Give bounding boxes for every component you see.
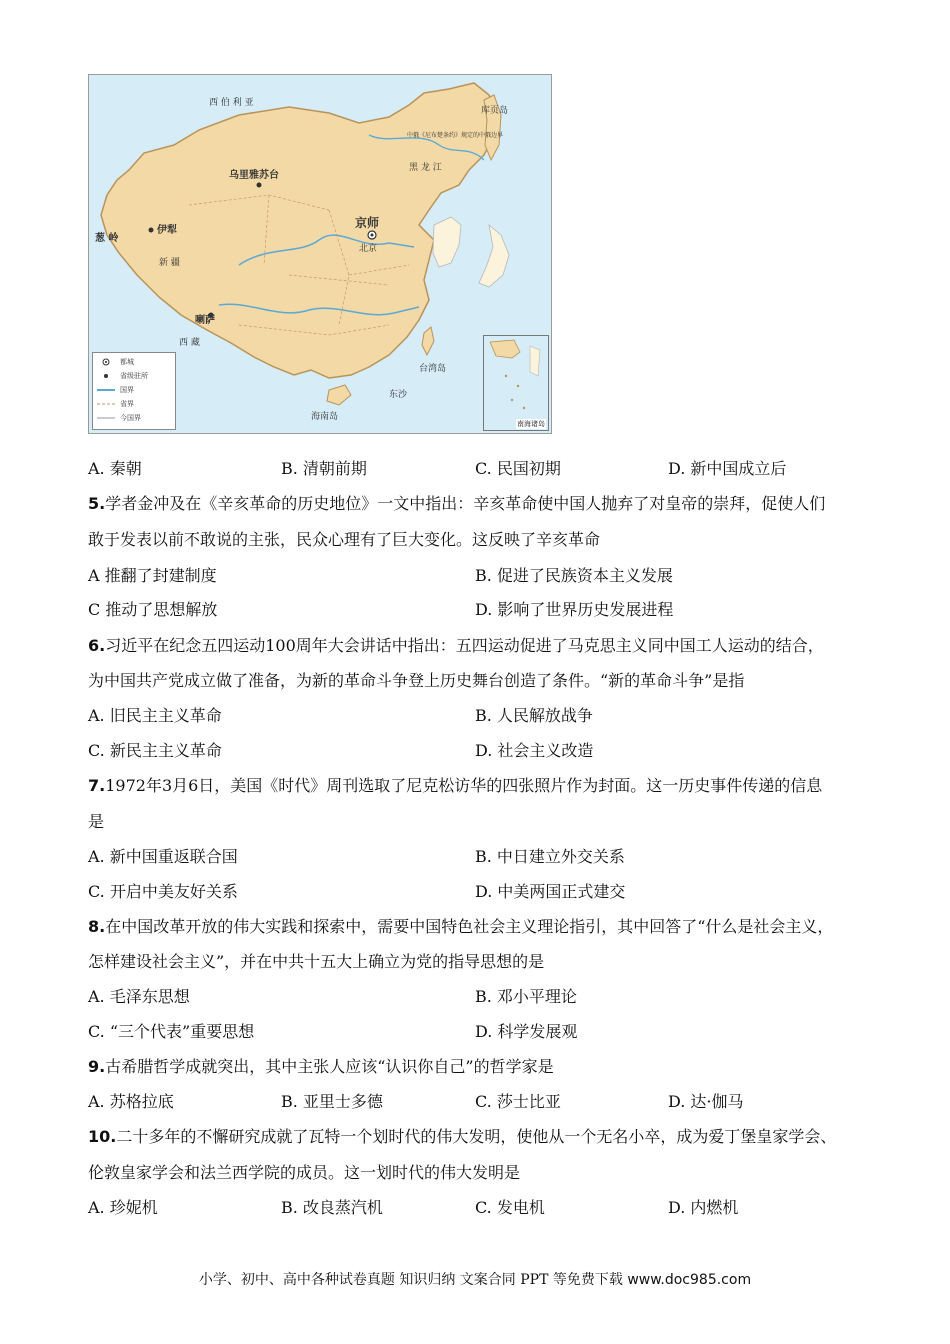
q7-option-b[interactable]: B. 中日建立外交关系 [475, 847, 625, 866]
q5-option-a[interactable]: A 推翻了封建制度 [88, 566, 217, 585]
q6-text-line1: 习近平在纪念五四运动100周年大会讲话中指出：五四运动促进了马克思主义同中国工人运动的结合， [105, 636, 824, 655]
q9-text-line1: 古希腊哲学成就突出，其中主张人应该“认识你自己”的哲学家是 [105, 1057, 554, 1076]
map-label-lhasa: 喇萨 [195, 315, 215, 326]
q8-stem [88, 917, 833, 937]
q9-option-c[interactable]: C. 莎士比亚 [475, 1092, 561, 1111]
yili-marker [149, 228, 154, 233]
province-seat-symbol-icon [97, 372, 115, 380]
page-footer [0, 1269, 950, 1289]
map-label-siberia: 西 伯 利 亚 [209, 98, 254, 108]
q8-number: 8. [88, 917, 106, 936]
q9-stem [88, 1057, 554, 1077]
q6-option-b[interactable]: B. 人民解放战争 [475, 706, 593, 725]
map-label-treaty: 中俄《尼布楚条约》规定的中俄边界 [407, 132, 504, 139]
south-sea-inset [483, 335, 549, 431]
legend-item: 都城 [97, 357, 134, 367]
q6-option-a[interactable]: A. 旧民主主义革命 [88, 706, 222, 725]
q6-text-line2: 为中国共产党成立做了准备，为新的革命斗争登上历史舞台创造了条件。“新的革命斗争”是指 [88, 671, 745, 690]
map-label-xizang: 西 藏 [179, 338, 200, 348]
q6-option-c[interactable]: C. 新民主主义革命 [88, 741, 222, 760]
q9-option-b[interactable]: B. 亚里士多德 [281, 1092, 383, 1111]
map-label-capital: 京师 [355, 216, 380, 230]
map-label-hainan: 海南岛 [311, 412, 339, 422]
q8-text-line1: 在中国改革开放的伟大实践和探索中，需要中国特色社会主义理论指引，其中回答了“什么是社会主义， [105, 917, 834, 936]
q7-option-a[interactable]: A. 新中国重返联合国 [88, 847, 238, 866]
map-label-congling: 葱 岭 [95, 233, 119, 244]
footer-text: 小学、初中、高中各种试卷真题 知识归纳 文案合同 PPT 等免费下载 [198, 1272, 628, 1288]
q5-text-line2: 敢于发表以前不敢说的主张，民众心理有了巨大变化。这反映了辛亥革命 [88, 530, 601, 549]
historical-map [88, 74, 552, 434]
q10-option-c[interactable]: C. 发电机 [475, 1198, 545, 1217]
provincial-border-symbol-icon [97, 400, 115, 408]
q9-option-a[interactable]: A. 苏格拉底 [88, 1092, 174, 1111]
q5-option-c[interactable]: C 推动了思想解放 [88, 600, 218, 619]
q10-stem [88, 1127, 836, 1147]
q10-number: 10. [88, 1127, 117, 1146]
q9-number: 9. [88, 1057, 106, 1076]
q5-stem [88, 494, 825, 514]
q7-stem [88, 776, 822, 796]
korea-peninsula [433, 217, 461, 267]
map-label-yili: 伊犁 [157, 225, 177, 236]
q10-text-line1: 二十多年的不懈研究成就了瓦特一个划时代的伟大发明，使他从一个无名小卒，成为爱丁堡皇家学会、 [116, 1127, 837, 1146]
map-label-kuye: 库页岛 [481, 106, 509, 116]
q4-option-a[interactable]: A. 秦朝 [88, 459, 142, 478]
map-legend [92, 352, 176, 430]
japan-islands [479, 225, 509, 287]
q5-option-b[interactable]: B. 促进了民族资本主义发展 [475, 566, 673, 585]
q7-text-line1: 1972年3月6日，美国《时代》周刊选取了尼克松访华的四张照片作为封面。这一历史事件传递的信息 [105, 776, 823, 795]
q4-option-b[interactable]: B. 清朝前期 [281, 459, 367, 478]
map-label-xinjiang: 新 疆 [159, 258, 180, 268]
q7-option-c[interactable]: C. 开启中美友好关系 [88, 882, 238, 901]
q10-text-line2: 伦敦皇家学会和法兰西学院的成员。这一划时代的伟大发明是 [88, 1163, 521, 1182]
q7-option-d[interactable]: D. 中美两国正式建交 [475, 882, 626, 901]
legend-item: 省级驻所 [97, 371, 148, 381]
map-label-taiwan: 台湾岛 [419, 364, 447, 374]
national-border-symbol-icon [97, 386, 115, 394]
hainan-island [327, 385, 351, 405]
q5-option-d[interactable]: D. 影响了世界历史发展进程 [475, 600, 674, 619]
q6-option-d[interactable]: D. 社会主义改造 [475, 741, 594, 760]
map-label-uliastai: 乌里雅苏台 [229, 170, 279, 181]
q5-number: 5. [88, 494, 106, 513]
map-label-heilongjiang: 黑 龙 江 [409, 163, 442, 173]
q8-text-line2: 怎样建设社会主义”，并在中共十五大上确立为党的指导思想的是 [88, 952, 545, 971]
q7-number: 7. [88, 776, 106, 795]
q10-option-d[interactable]: D. 内燃机 [668, 1198, 739, 1217]
inset-title: 南海诸岛 [517, 420, 545, 428]
q10-option-b[interactable]: B. 改良蒸汽机 [281, 1198, 383, 1217]
capital-symbol-icon [97, 358, 115, 366]
q7-text-line2: 是 [88, 812, 105, 831]
legend-item: 今国界 [97, 413, 141, 423]
map-label-beijing: 北京 [359, 244, 378, 254]
q8-option-c[interactable]: C. “三个代表”重要思想 [88, 1022, 255, 1041]
q8-option-b[interactable]: B. 邓小平理论 [475, 987, 577, 1006]
q8-option-a[interactable]: A. 毛泽东思想 [88, 987, 190, 1006]
q10-option-a[interactable]: A. 珍妮机 [88, 1198, 158, 1217]
map-label-dongsha: 东沙 [389, 390, 408, 400]
q8-option-d[interactable]: D. 科学发展观 [475, 1022, 578, 1041]
q9-option-d[interactable]: D. 达·伽马 [668, 1092, 744, 1111]
modern-border-symbol-icon [97, 414, 115, 422]
uliastai-marker [257, 183, 262, 188]
q6-stem [88, 636, 824, 656]
q4-option-c[interactable]: C. 民国初期 [475, 459, 561, 478]
q4-option-d[interactable]: D. 新中国成立后 [668, 459, 787, 478]
q5-text-line1: 学者金冲及在《辛亥革命的历史地位》一文中指出：辛亥革命使中国人抛弃了对皇帝的崇拜，促使人们 [105, 494, 826, 513]
taiwan-island [422, 327, 434, 355]
legend-item: 国界 [97, 385, 134, 395]
legend-item: 省界 [97, 399, 134, 409]
q6-number: 6. [88, 636, 106, 655]
footer-link[interactable]: www.doc985.com [627, 1272, 752, 1288]
